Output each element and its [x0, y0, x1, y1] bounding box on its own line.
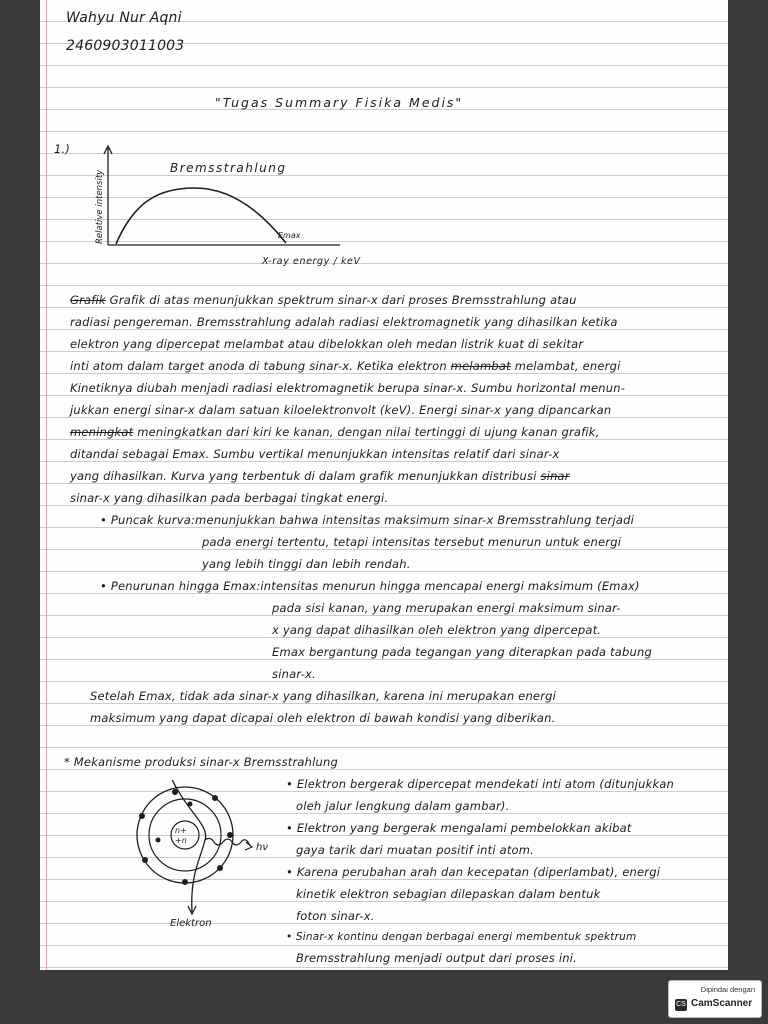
conclusion-line-2: maksimum yang dapat dicapai oleh elektron di bawah kondisi yang diberikan. [90, 711, 556, 725]
watermark-brand: CamScanner [691, 998, 753, 1009]
section-number: 1.) [54, 142, 71, 156]
y-axis-label: Relative intensity [95, 169, 105, 244]
photon-label: hν [256, 842, 268, 853]
para-line-8: ditandai sebagai Emax. Sumbu vertikal menunjukkan intensitas relatif dari sinar-x [70, 447, 560, 461]
mechanism-heading: * Mekanisme produksi sinar-x Bremsstrahlung [64, 755, 339, 769]
bullet-decline: • Penurunan hingga Emax:intensitas menurun hingga mencapai energi maksimum (Emax) [100, 579, 640, 593]
orbital-electron [227, 832, 233, 838]
mechanism-point-3: • Karena perubahan arah dan kecepatan (diperlambat), energi [286, 865, 661, 879]
bremsstrahlung-graph [90, 140, 410, 270]
margin-rule [46, 0, 47, 970]
bullet-decline-line-4: Emax bergantung pada tegangan yang diterapkan pada tabung [272, 645, 653, 659]
bullet-decline-line-5: sinar-x. [272, 667, 316, 681]
orbital-electron [156, 838, 161, 843]
conclusion-line-1: Setelah Emax, tidak ada sinar-x yang dihasilkan, karena ini merupakan energi [90, 689, 557, 703]
mechanism-point-1: • Elektron bergerak dipercepat mendekati inti atom (ditunjukkan [286, 777, 675, 791]
orbital-electron [139, 813, 145, 819]
student-id: 2460903011003 [66, 38, 185, 54]
page-title: "Tugas Summary Fisika Medis" [215, 95, 464, 110]
para-line-9: yang dihasilkan. Kurva yang terbentuk di dalam grafik menunjukkan distribusi sinar [70, 469, 570, 483]
para-line-6: jukkan energi sinar-x dalam satuan kiloelektronvolt (keV). Energi sinar-x yang dipancarkan [70, 403, 612, 417]
camscanner-watermark [668, 980, 762, 1018]
nucleus-label-2: +n [175, 836, 187, 845]
emax-label: Emax [278, 231, 301, 240]
graph-title: Bremsstrahlung [170, 161, 287, 175]
author-name: Wahyu Nur Aqni [66, 10, 182, 26]
mechanism-point-2-line-2: gaya tarik dari muatan positif inti atom. [296, 843, 535, 857]
para-line-2: radiasi pengereman. Bremsstrahlung adalah radiasi elektromagnetik yang dihasilkan ketika [70, 315, 618, 329]
para-line-5: Kinetiknya diubah menjadi radiasi elektromagnetik berupa sinar-x. Sumbu horizontal menun- [70, 381, 626, 395]
para-line-4: inti atom dalam target anoda di tabung sinar-x. Ketika elektron melambat melambat, energi [70, 359, 621, 373]
bullet-label: • Puncak kurva: [100, 513, 196, 527]
orbital-electron [182, 879, 188, 885]
orbital-electron [212, 795, 218, 801]
mechanism-point-3-line-3: foton sinar-x. [296, 909, 375, 923]
mechanism-point-2: • Elektron yang bergerak mengalami pembelokkan akibat [286, 821, 632, 835]
orbital-electron [217, 865, 223, 871]
photon-wave [205, 838, 250, 846]
para-line-7: meningkat meningkatkan dari kiri ke kanan, dengan nilai tertinggi di ujung kanan grafik, [70, 425, 600, 439]
mechanism-point-1-line-2: oleh jalur lengkung dalam gambar). [296, 799, 510, 813]
mechanism-point-4-line-2: Bremsstrahlung menjadi output dari proses ini. [296, 951, 577, 965]
para-line-10: sinar-x yang dihasilkan pada berbagai tingkat energi. [70, 491, 389, 505]
nucleus-label-1: n+ [175, 826, 187, 835]
scan-background [0, 970, 768, 1024]
para-line-1: Grafik Grafik di atas menunjukkan spektrum sinar-x dari proses Bremsstrahlung atau [70, 293, 577, 307]
bullet-decline-line-3: x yang dapat dihasilkan oleh elektron yang dipercepat. [272, 623, 602, 637]
x-axis-label: X-ray energy / keV [262, 256, 361, 267]
bullet-decline-line-2: pada sisi kanan, yang merupakan energi maksimum sinar- [272, 601, 621, 615]
orbital-electron [142, 857, 148, 863]
notebook-page [40, 0, 728, 970]
inner-orbit [149, 799, 221, 871]
camscanner-logo-icon: CS [675, 999, 687, 1011]
watermark-caption: Dipindai dengan [700, 985, 755, 994]
para-line-3: elektron yang dipercepat melambat atau dibelokkan oleh medan listrik kuat di sekitar [70, 337, 584, 351]
bullet-peak-line-3: yang lebih tinggi dan lebih rendah. [202, 557, 411, 571]
mechanism-point-4: • Sinar-x kontinu dengan berbagai energi membentuk spektrum [286, 931, 637, 943]
spectrum-curve [116, 188, 286, 244]
mechanism-point-3-line-2: kinetik elektron sebagian dilepaskan dalam bentuk [296, 887, 601, 901]
bullet-peak: • Puncak kurva:menunjukkan bahwa intensitas maksimum sinar-x Bremsstrahlung terjadi [100, 513, 634, 527]
bullet-peak-line-2: pada energi tertentu, tetapi intensitas tersebut menurun untuk energi [202, 535, 622, 549]
bullet-label: • Penurunan hingga Emax: [100, 579, 261, 593]
electron-label: Elektron [170, 918, 212, 929]
